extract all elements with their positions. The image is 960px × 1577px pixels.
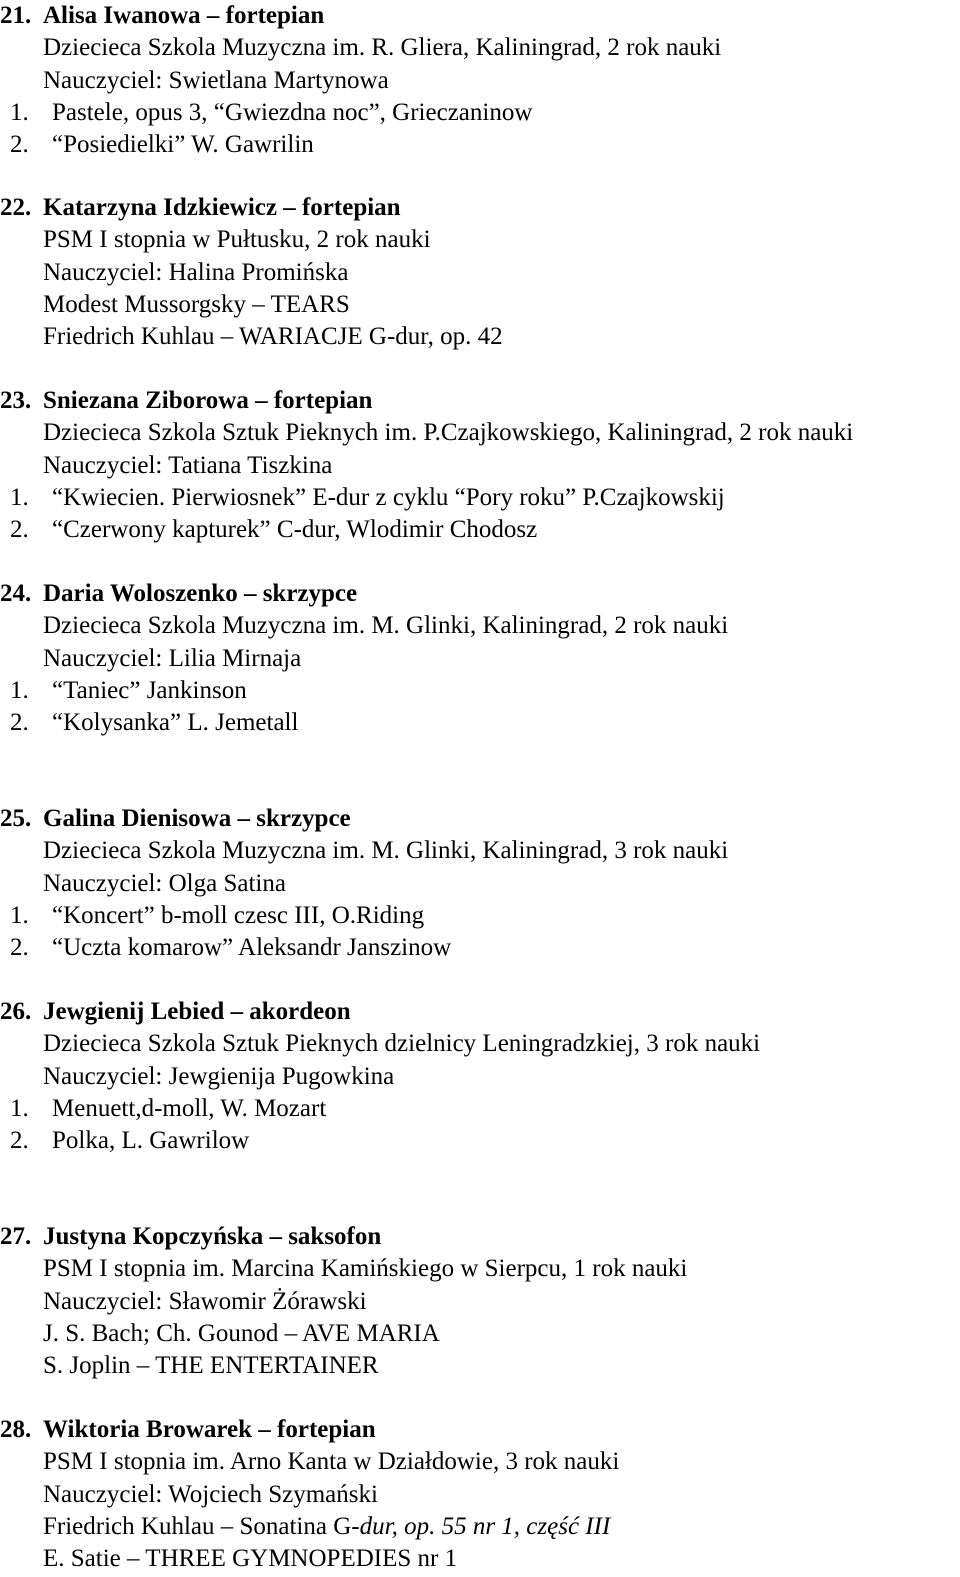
entry-line [43, 32, 721, 64]
entry-header [0, 578, 358, 610]
item-title: Polka, L. Gawrilow [52, 1127, 250, 1154]
entry-line [43, 1028, 760, 1060]
entry-line-text: Nauczyciel: Tatiana Tiszkina [43, 452, 333, 479]
repertoire-item [10, 675, 247, 707]
performer-name: Katarzyna Idzkiewicz – fortepian [43, 194, 401, 221]
entry-number: 22. [0, 194, 32, 221]
repertoire-item [10, 514, 538, 546]
entry-line [43, 1318, 440, 1350]
item-number: 1. [10, 99, 29, 126]
item-title: “Taniec” Jankinson [52, 677, 247, 704]
entry-line [43, 1479, 378, 1511]
performer-name: Daria Woloszenko – skrzypce [43, 580, 358, 607]
entry-line [43, 1286, 367, 1318]
entry-number: 28. [0, 1416, 32, 1443]
performer-name: Justyna Kopczyńska – saksofon [43, 1223, 382, 1250]
performer-name: Galina Dienisowa – skrzypce [43, 805, 351, 832]
entry-line-text: Dziecieca Szkola Muzyczna im. M. Glinki, Kaliningrad, 2 rok nauki [43, 612, 729, 639]
item-title: “Kolysanka” L. Jemetall [52, 709, 299, 736]
entry-number: 27. [0, 1223, 32, 1250]
entry-line [43, 643, 301, 675]
entry-line [43, 1511, 610, 1543]
entry-number: 25. [0, 805, 32, 832]
item-number: 1. [10, 1095, 29, 1122]
entry-number: 26. [0, 998, 32, 1025]
entry-line-text: J. S. Bach; Ch. Gounod – AVE MARIA [43, 1320, 440, 1347]
item-number: 2. [10, 131, 29, 158]
entry-line [43, 417, 853, 449]
entry-line [43, 868, 286, 900]
entry-line-text: Dziecieca Szkola Sztuk Pieknych dzielnicy Leningradzkiej, 3 rok nauki [43, 1030, 761, 1057]
entry-header [0, 192, 401, 224]
entry-header [0, 996, 351, 1028]
repertoire-item [10, 900, 425, 932]
entry-line [43, 610, 728, 642]
performer-name: Alisa Iwanowa – fortepian [43, 2, 325, 29]
entry-header [0, 0, 325, 32]
entry-line-text: Modest Mussorgsky – TEARS [43, 291, 350, 318]
entry-line [43, 65, 389, 97]
entry-header [0, 1414, 376, 1446]
entry-line [43, 450, 332, 482]
entry-line-text: PSM I stopnia w Pułtusku, 2 rok nauki [43, 226, 431, 253]
item-title: Pastele, opus 3, “Gwiezdna noc”, Grieczaninow [52, 99, 533, 126]
entry-header [0, 803, 351, 835]
entry-line-text: Nauczyciel: Halina Promińska [43, 259, 349, 286]
item-title: Menuett,d-moll, W. Mozart [52, 1095, 327, 1122]
item-title: “Kwiecien. Pierwiosnek” E-dur z cyklu “Pory roku” P.Czajkowskij [52, 484, 725, 511]
performer-name: Sniezana Ziborowa – fortepian [43, 387, 373, 414]
entry-line [43, 1061, 394, 1093]
repertoire-item [10, 482, 725, 514]
item-number: 1. [10, 484, 29, 511]
entry-line-text: Dziecieca Szkola Muzyczna im. M. Glinki, Kaliningrad, 3 rok nauki [43, 837, 729, 864]
repertoire-item [10, 97, 533, 129]
entry-line-text: Dziecieca Szkola Muzyczna im. R. Gliera, Kaliningrad, 2 rok nauki [43, 34, 722, 61]
entry-line-text: E. Satie – THREE GYMNOPEDIES nr 1 [43, 1545, 458, 1572]
item-number: 2. [10, 516, 29, 543]
entry-line-text: PSM I stopnia im. Arno Kanta w Działdowie, 3 rok nauki [43, 1448, 620, 1475]
entry-header [0, 1221, 382, 1253]
repertoire-item [10, 1093, 327, 1125]
entry-line-text: Nauczyciel: Swietlana Martynowa [43, 67, 389, 94]
item-title: “Uczta komarow” Aleksandr Janszinow [52, 934, 452, 961]
item-title: “Czerwony kapturek” C-dur, Wlodimir Chodosz [52, 516, 538, 543]
entry-header [0, 385, 373, 417]
entry-line-text: S. Joplin – THE ENTERTAINER [43, 1352, 379, 1379]
entry-line-text: Friedrich Kuhlau – WARIACJE G-dur, op. 42 [43, 323, 503, 350]
entry-line [43, 1446, 619, 1478]
item-number: 2. [10, 934, 29, 961]
entry-line-text: Dziecieca Szkola Sztuk Pieknych im. P.Czajkowskiego, Kaliningrad, 2 rok nauki [43, 419, 854, 446]
entry-line [43, 1253, 687, 1285]
entry-line [43, 289, 350, 321]
entry-number: 23. [0, 387, 32, 414]
entry-line [43, 257, 348, 289]
repertoire-item [10, 129, 314, 161]
entry-line-text: Nauczyciel: Jewgienija Pugowkina [43, 1063, 395, 1090]
repertoire-item [10, 932, 452, 964]
item-title: “Koncert” b-moll czesc III, O.Riding [52, 902, 425, 929]
entry-line-text: Nauczyciel: Sławomir Żórawski [43, 1288, 367, 1315]
entry-line [43, 321, 503, 353]
entry-number: 21. [0, 2, 32, 29]
entry-line-italic: dur, op. 55 nr 1, część III [359, 1513, 611, 1540]
entry-line [43, 1350, 379, 1382]
repertoire-item [10, 1125, 250, 1157]
entry-line [43, 224, 431, 256]
entry-line-text: Friedrich Kuhlau – Sonatina G- [43, 1513, 360, 1540]
item-number: 1. [10, 902, 29, 929]
entry-line-text: Nauczyciel: Olga Satina [43, 870, 286, 897]
repertoire-item [10, 707, 299, 739]
performer-name: Jewgienij Lebied – akordeon [43, 998, 351, 1025]
entry-line-text: Nauczyciel: Wojciech Szymański [43, 1481, 378, 1508]
item-number: 2. [10, 1127, 29, 1154]
entry-line-text: Nauczyciel: Lilia Mirnaja [43, 645, 302, 672]
entry-line [43, 835, 728, 867]
item-number: 1. [10, 677, 29, 704]
entry-line [43, 1543, 457, 1575]
item-number: 2. [10, 709, 29, 736]
performer-name: Wiktoria Browarek – fortepian [43, 1416, 376, 1443]
entry-line-text: PSM I stopnia im. Marcina Kamińskiego w Sierpcu, 1 rok nauki [43, 1255, 688, 1282]
entry-number: 24. [0, 580, 32, 607]
item-title: “Posiedielki” W. Gawrilin [52, 131, 314, 158]
